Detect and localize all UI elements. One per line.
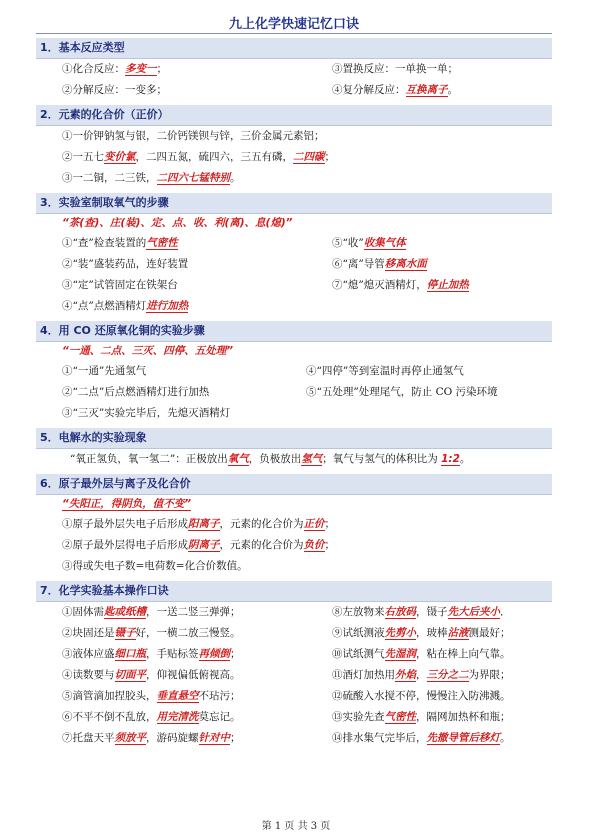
s7-row	[36, 602, 552, 623]
text: ⑥“离”导管	[332, 258, 385, 270]
text: ；	[156, 63, 167, 75]
s6-line-2	[36, 535, 552, 556]
s3-d	[332, 254, 427, 275]
s7-right	[332, 602, 511, 623]
key-phrase: 垂直悬空	[156, 690, 199, 702]
text: ，负极放出	[248, 453, 302, 465]
text: ；	[324, 151, 335, 163]
key-phrase: 镊子	[114, 627, 136, 639]
key-phrase: 外焰	[395, 669, 416, 681]
key-phrase: 进行加热	[146, 300, 189, 312]
key-phrase: 变价氯	[104, 151, 136, 163]
key-phrase: 多变一	[125, 63, 157, 75]
key-phrase: 细口瓶	[114, 648, 146, 660]
text: ，镊子	[416, 606, 448, 618]
text: ，游码旋螺	[146, 732, 199, 744]
text: ①化合反应：	[62, 63, 125, 75]
s7-row	[36, 644, 552, 665]
text: 不玷污；	[198, 690, 241, 702]
s4-row-1	[36, 361, 552, 382]
s7-rows	[36, 602, 552, 749]
text: ④“点”点燃酒精灯	[62, 300, 147, 312]
s7-left	[62, 732, 241, 745]
key-phrase: 切面平	[114, 669, 146, 681]
key-phrase: 匙或纸槽	[104, 606, 146, 618]
text: ⑤滴管滴加捏胶头，	[62, 690, 157, 702]
text: ⑥不平不倒不乱放，	[62, 711, 157, 723]
key-phrase: 互换离子	[405, 84, 448, 96]
text: ②一五七	[62, 151, 104, 163]
key-phrase: 针对中	[198, 732, 230, 744]
s1-b: ③置换反应：一单换一单；	[332, 63, 458, 75]
text: ；	[230, 732, 241, 744]
text: ，玻棒	[416, 627, 448, 639]
text: ；	[324, 518, 335, 530]
text: ⑦“熄”熄灭酒精灯，	[332, 279, 427, 291]
s7-left	[62, 669, 241, 682]
page-footer: 第 1 页 共 3 页	[261, 821, 331, 832]
s7-row	[36, 686, 552, 707]
s3-e: ③“定”试管固定在铁架台	[62, 279, 178, 291]
text: ⑨试纸测液	[332, 627, 385, 639]
s7-row	[36, 707, 552, 728]
s7-left	[62, 711, 241, 724]
text: ⑫硫酸入水搅不停，慢慢注入防沸溅。	[332, 690, 511, 702]
s7-right	[332, 623, 511, 644]
text: ；	[230, 648, 241, 660]
s1-d	[332, 80, 458, 101]
s3-a	[62, 237, 178, 250]
s6-mnemonic-row	[36, 495, 552, 514]
text: ⑦托盘天平	[62, 732, 115, 744]
s6-line-1	[36, 514, 552, 535]
s1-a	[62, 63, 167, 76]
s4-row-2	[36, 382, 552, 403]
text: ③液体应盛	[62, 648, 115, 660]
s7-row	[36, 665, 552, 686]
key-phrase: 须放平	[114, 732, 146, 744]
page-title: 九上化学快速记忆口诀	[228, 17, 359, 32]
key-phrase: 右放码	[384, 606, 416, 618]
text: ③一二铜，二三铁，	[62, 172, 157, 184]
key-phrase: 二四六七锰特别	[156, 172, 230, 184]
key-phrase: 三分之二	[426, 669, 469, 681]
text: ，仰视偏低俯视高。	[146, 669, 241, 681]
s2-line-3	[36, 168, 552, 189]
s7-right	[332, 665, 511, 686]
key-phrase: 先撤导管后移灯	[426, 732, 500, 744]
s7-right	[332, 707, 511, 728]
text: ②块固还是	[62, 627, 115, 639]
key-phrase: 沾液	[447, 627, 469, 639]
text: ④复分解反应：	[332, 84, 406, 96]
key-phrase: 气密性	[146, 237, 178, 249]
mnemonic: “茶(查)、庄(装)、定、点、收、利(离)、息(熄)”	[62, 217, 293, 229]
s4-a: ①“一通”先通氢气	[62, 365, 147, 377]
text: ，二四五氮，硫四六，三五有磷，	[135, 151, 293, 163]
s7-right	[332, 728, 511, 749]
text: ⑬实验先查	[332, 711, 385, 723]
mnemonic: “失阳正，得阴负，值不变”	[62, 498, 192, 510]
text: ；氧气与氢气的体积比为	[322, 453, 442, 465]
text: 。	[500, 732, 511, 744]
key-phrase: 用完清洗	[156, 711, 199, 723]
s7-left	[62, 690, 241, 703]
section-5-heading: 5．电解水的实验现象	[36, 428, 552, 449]
s3-row-2	[36, 254, 552, 275]
key-phrase: 先剪小	[384, 627, 416, 639]
text: ①“查”检查装置的	[62, 237, 147, 249]
text: ，元素的化合价为	[219, 518, 304, 530]
section-7-heading: 7．化学实验基本操作口诀	[36, 581, 552, 602]
text: 莫忘记。	[198, 711, 241, 723]
s3-g	[62, 300, 188, 313]
text: ，粘在棒上向气靠。	[416, 648, 511, 660]
key-phrase: 负价	[303, 539, 325, 551]
text: ①固体需	[62, 606, 104, 618]
s3-row-1	[36, 233, 552, 254]
key-phrase: 正价	[303, 518, 325, 530]
section-6-heading: 6．原子最外层与离子及化合价	[36, 474, 552, 495]
s1-row-1	[36, 59, 552, 80]
section-2-heading: 2．元素的化合价（正价）	[36, 105, 552, 126]
key-phrase: 阴离子	[188, 539, 220, 551]
text: ，一送二竖三弹弹；	[146, 606, 241, 618]
key-phrase: 先大后夹小	[447, 606, 500, 618]
s7-right	[332, 644, 511, 665]
text: ⑭排水集气完毕后，	[332, 732, 427, 744]
text: 。	[230, 172, 241, 184]
key-phrase: 停止加热	[426, 279, 469, 291]
section-4-heading: 4．用 CO 还原氧化铜的实验步骤	[36, 321, 552, 342]
text: 为界限；	[468, 669, 511, 681]
key-phrase: 阳离子	[188, 518, 220, 530]
section-3-heading: 3．实验室制取氧气的步骤	[36, 193, 552, 214]
text: 测最好；	[468, 627, 511, 639]
text: 。	[447, 84, 458, 96]
s3-f	[332, 275, 469, 296]
mnemonic: “一通、二点、三灭、四停、五处理”	[62, 345, 234, 357]
text: 好，一横二放三慢竖。	[135, 627, 241, 639]
s2-line-2	[36, 147, 552, 168]
text: ；	[324, 539, 335, 551]
text: ⑤“收”	[332, 237, 364, 249]
text: “氧正氢负，氧一氢二”：正极放出	[70, 453, 228, 465]
key-phrase: 先湿润	[384, 648, 416, 660]
s3-row-3	[36, 275, 552, 296]
text: 。	[459, 453, 471, 465]
title-divider	[36, 33, 552, 34]
s7-left	[62, 606, 241, 619]
s4-e: ③“三灭”实验完毕后，先熄灭酒精灯	[62, 407, 231, 419]
key-phrase: 再倾倒	[198, 648, 230, 660]
text: ，	[416, 669, 427, 681]
text: ，元素的化合价为	[219, 539, 304, 551]
s5-line	[36, 449, 552, 470]
key-phrase: 二四碳	[293, 151, 325, 163]
key-phrase: 氧气	[227, 453, 249, 465]
s3-c: ②“装”盛装药品，连好装置	[62, 258, 189, 270]
key-phrase: 1:2	[441, 453, 460, 465]
s2-line-1: ①一价钾钠氢与银，二价钙镁钡与锌，三价金属元素铝；	[62, 130, 325, 142]
s4-c: ②“二点”后点燃酒精灯进行加热	[62, 386, 210, 398]
section-1-heading: 1．基本反应类型	[36, 38, 552, 59]
s7-right	[332, 686, 511, 707]
text: ⑪酒灯加热用	[332, 669, 395, 681]
s3-mnemonic-row	[36, 214, 552, 233]
key-phrase: 收集气体	[363, 237, 406, 249]
key-phrase: 氢气	[301, 453, 323, 465]
text: ⑩试纸测气	[332, 648, 385, 660]
text: ②原子最外层得电子后形成	[62, 539, 188, 551]
s4-mnemonic-row	[36, 342, 552, 361]
s3-row-4	[36, 296, 552, 317]
text: ⑧左放物来	[332, 606, 385, 618]
key-phrase: 气密性	[384, 711, 416, 723]
key-phrase: 移离水面	[384, 258, 427, 270]
text: ①原子最外层失电子后形成	[62, 518, 188, 530]
text: ．	[500, 606, 511, 618]
s7-left	[62, 627, 241, 640]
s7-row	[36, 623, 552, 644]
s7-row	[36, 728, 552, 749]
text: ④读数要与	[62, 669, 115, 681]
s1-c: ②分解反应：一变多；	[62, 84, 167, 96]
s6-line-3: ③得或失电子数=电荷数=化合价数值。	[62, 560, 248, 572]
s4-row-3	[36, 403, 552, 424]
s4-d: ⑤“五处理”处理尾气，防止 CO 污染环境	[306, 386, 498, 398]
s3-b	[332, 233, 406, 254]
s7-left	[62, 648, 241, 661]
s4-b: ④“四停”等到室温时再停止通氢气	[306, 365, 464, 377]
text: ，手贴标签	[146, 648, 199, 660]
s1-row-2	[36, 80, 552, 101]
text: ，隔网加热杯和瓶；	[416, 711, 511, 723]
